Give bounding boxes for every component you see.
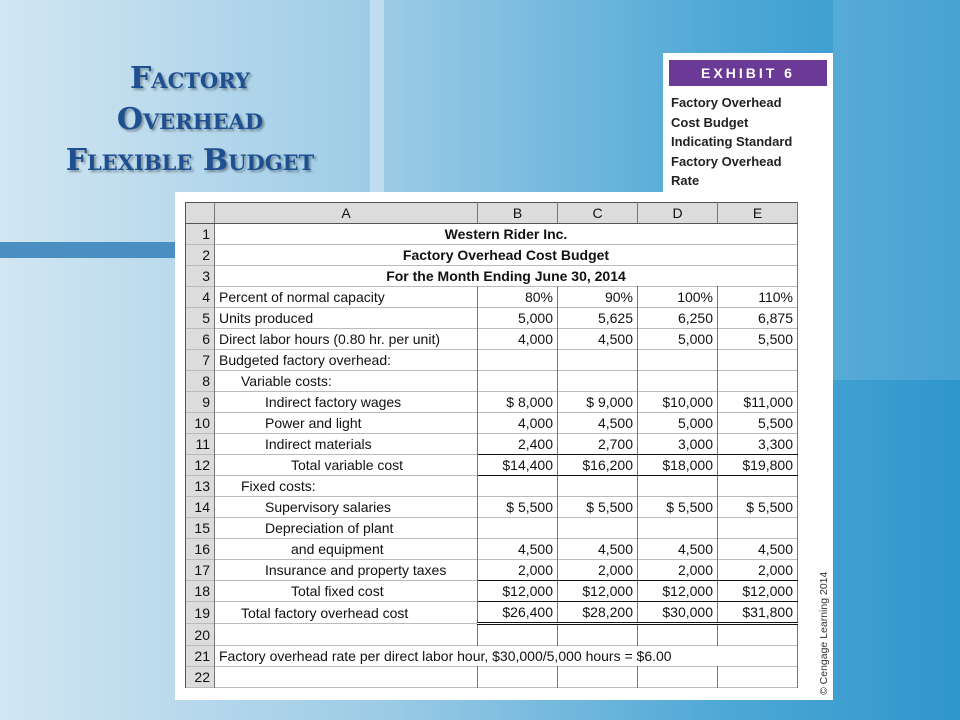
exhibit-caption xyxy=(671,93,827,191)
slide-title xyxy=(20,58,360,181)
table-row xyxy=(186,308,798,329)
value-cell: 2,000 xyxy=(478,560,558,581)
column-header: D xyxy=(638,203,718,224)
row-number: 15 xyxy=(186,518,215,539)
corner-cell xyxy=(186,203,215,224)
value-cell: 6,875 xyxy=(718,308,798,329)
value-cell: $10,000 xyxy=(638,392,718,413)
value-cell: $ 9,000 xyxy=(558,392,638,413)
background-band xyxy=(370,0,384,192)
value-cell: 5,000 xyxy=(478,308,558,329)
slide-title-line: Overhead xyxy=(116,102,264,137)
table-row xyxy=(186,224,798,245)
value-cell: $12,000 xyxy=(558,581,638,602)
exhibit-caption-line: Rate xyxy=(671,173,700,188)
table-row xyxy=(186,245,798,266)
row-number: 7 xyxy=(186,350,215,371)
value-cell: $ 5,500 xyxy=(718,497,798,518)
label-cell: Western Rider Inc. xyxy=(215,224,798,245)
value-cell: $11,000 xyxy=(718,392,798,413)
copyright-text: © Cengage Learning 2014 xyxy=(818,571,830,695)
value-cell: 4,000 xyxy=(478,329,558,350)
label-cell: Total fixed cost xyxy=(215,581,478,602)
slide-title-line: Flexible Budget xyxy=(65,143,315,178)
value-cell: 3,000 xyxy=(638,434,718,455)
table-row xyxy=(186,581,798,602)
value-cell xyxy=(558,518,638,539)
value-cell xyxy=(638,371,718,392)
label-cell: Direct labor hours (0.80 hr. per unit) xyxy=(215,329,478,350)
row-number: 18 xyxy=(186,581,215,602)
budget-table xyxy=(185,202,798,688)
value-cell: 100% xyxy=(638,287,718,308)
row-number: 1 xyxy=(186,224,215,245)
exhibit-caption-line: Factory Overhead xyxy=(671,95,782,110)
exhibit-caption-line: Indicating Standard xyxy=(671,134,793,149)
row-number: 21 xyxy=(186,646,215,667)
value-cell: 2,000 xyxy=(718,560,798,581)
column-header: C xyxy=(558,203,638,224)
row-number: 5 xyxy=(186,308,215,329)
label-cell xyxy=(215,667,478,688)
column-header-row xyxy=(186,203,798,224)
value-cell: 90% xyxy=(558,287,638,308)
value-cell: $14,400 xyxy=(478,455,558,476)
value-cell: 5,500 xyxy=(718,329,798,350)
value-cell xyxy=(478,518,558,539)
value-cell: 4,500 xyxy=(478,539,558,560)
value-cell xyxy=(638,518,718,539)
table-row xyxy=(186,392,798,413)
row-number: 10 xyxy=(186,413,215,434)
value-cell: $31,800 xyxy=(718,602,798,624)
value-cell: 2,000 xyxy=(558,560,638,581)
value-cell: 2,400 xyxy=(478,434,558,455)
value-cell: 4,500 xyxy=(558,539,638,560)
column-header: A xyxy=(215,203,478,224)
value-cell: $ 5,500 xyxy=(478,497,558,518)
value-cell xyxy=(558,476,638,497)
table-row xyxy=(186,371,798,392)
row-number: 12 xyxy=(186,455,215,476)
exhibit-caption-line: Factory Overhead xyxy=(671,153,782,169)
label-cell: Budgeted factory overhead: xyxy=(215,350,478,371)
row-number: 17 xyxy=(186,560,215,581)
label-cell xyxy=(215,624,478,646)
table-row xyxy=(186,646,798,667)
value-cell: 4,500 xyxy=(638,539,718,560)
value-cell: 3,300 xyxy=(718,434,798,455)
spreadsheet xyxy=(175,192,808,700)
table-row xyxy=(186,518,798,539)
value-cell: 110% xyxy=(718,287,798,308)
label-cell: Factory Overhead Cost Budget xyxy=(215,245,798,266)
row-number: 8 xyxy=(186,371,215,392)
label-cell: Indirect factory wages xyxy=(215,392,478,413)
row-number: 4 xyxy=(186,287,215,308)
table-row xyxy=(186,413,798,434)
row-number: 13 xyxy=(186,476,215,497)
label-cell: Units produced xyxy=(215,308,478,329)
slide-title-line: Factory xyxy=(129,61,251,96)
table-row xyxy=(186,602,798,624)
label-cell: Insurance and property taxes xyxy=(215,560,478,581)
value-cell xyxy=(718,624,798,646)
value-cell: $ 5,500 xyxy=(638,497,718,518)
table-row xyxy=(186,497,798,518)
table-row xyxy=(186,624,798,646)
label-cell: Variable costs: xyxy=(215,371,478,392)
table-row xyxy=(186,329,798,350)
background-band xyxy=(833,0,960,380)
value-cell: 80% xyxy=(478,287,558,308)
value-cell xyxy=(558,350,638,371)
value-cell xyxy=(558,624,638,646)
value-cell: 4,500 xyxy=(558,413,638,434)
value-cell: 4,500 xyxy=(718,539,798,560)
table-row xyxy=(186,455,798,476)
value-cell xyxy=(718,371,798,392)
value-cell xyxy=(478,350,558,371)
table-body xyxy=(186,224,798,688)
value-cell: 5,000 xyxy=(638,329,718,350)
table-row xyxy=(186,667,798,688)
label-cell: Power and light xyxy=(215,413,478,434)
label-cell: Depreciation of plant xyxy=(215,518,478,539)
value-cell: $16,200 xyxy=(558,455,638,476)
value-cell: $12,000 xyxy=(638,581,718,602)
value-cell: $12,000 xyxy=(478,581,558,602)
row-number: 3 xyxy=(186,266,215,287)
row-number: 11 xyxy=(186,434,215,455)
value-cell: 2,700 xyxy=(558,434,638,455)
value-cell xyxy=(558,371,638,392)
value-cell: $18,000 xyxy=(638,455,718,476)
value-cell xyxy=(718,518,798,539)
value-cell: $12,000 xyxy=(718,581,798,602)
value-cell: 5,000 xyxy=(638,413,718,434)
value-cell xyxy=(478,667,558,688)
value-cell: $28,200 xyxy=(558,602,638,624)
row-number: 16 xyxy=(186,539,215,560)
value-cell: $19,800 xyxy=(718,455,798,476)
label-cell: and equipment xyxy=(215,539,478,560)
table-row xyxy=(186,539,798,560)
table-row xyxy=(186,287,798,308)
value-cell: 5,500 xyxy=(718,413,798,434)
value-cell: 5,625 xyxy=(558,308,638,329)
column-header: E xyxy=(718,203,798,224)
table-row xyxy=(186,350,798,371)
value-cell xyxy=(718,667,798,688)
value-cell xyxy=(638,350,718,371)
table-row xyxy=(186,434,798,455)
table-row xyxy=(186,476,798,497)
label-cell: Factory overhead rate per direct labor hour, $30,000/5,000 hours = $6.00 xyxy=(215,646,798,667)
value-cell xyxy=(558,667,638,688)
label-cell: Indirect materials xyxy=(215,434,478,455)
label-cell: Total factory overhead cost xyxy=(215,602,478,624)
value-cell: 4,500 xyxy=(558,329,638,350)
value-cell xyxy=(718,350,798,371)
label-cell: Fixed costs: xyxy=(215,476,478,497)
row-number: 20 xyxy=(186,624,215,646)
row-number: 2 xyxy=(186,245,215,266)
value-cell: 2,000 xyxy=(638,560,718,581)
table-row xyxy=(186,266,798,287)
value-cell xyxy=(638,667,718,688)
value-cell: $30,000 xyxy=(638,602,718,624)
row-number: 9 xyxy=(186,392,215,413)
column-header: B xyxy=(478,203,558,224)
row-number: 14 xyxy=(186,497,215,518)
row-number: 22 xyxy=(186,667,215,688)
row-number: 19 xyxy=(186,602,215,624)
value-cell: $26,400 xyxy=(478,602,558,624)
value-cell xyxy=(478,371,558,392)
exhibit-label: EXHIBIT 6 xyxy=(669,60,827,86)
label-cell: Total variable cost xyxy=(215,455,478,476)
value-cell: $ 5,500 xyxy=(558,497,638,518)
value-cell xyxy=(638,476,718,497)
label-cell: Percent of normal capacity xyxy=(215,287,478,308)
table-row xyxy=(186,560,798,581)
label-cell: For the Month Ending June 30, 2014 xyxy=(215,266,798,287)
exhibit-caption-line: Cost Budget xyxy=(671,114,749,130)
background-band xyxy=(0,242,175,258)
value-cell xyxy=(478,624,558,646)
value-cell xyxy=(718,476,798,497)
value-cell: $ 8,000 xyxy=(478,392,558,413)
value-cell: 4,000 xyxy=(478,413,558,434)
label-cell: Supervisory salaries xyxy=(215,497,478,518)
value-cell: 6,250 xyxy=(638,308,718,329)
row-number: 6 xyxy=(186,329,215,350)
value-cell xyxy=(478,476,558,497)
value-cell xyxy=(638,624,718,646)
